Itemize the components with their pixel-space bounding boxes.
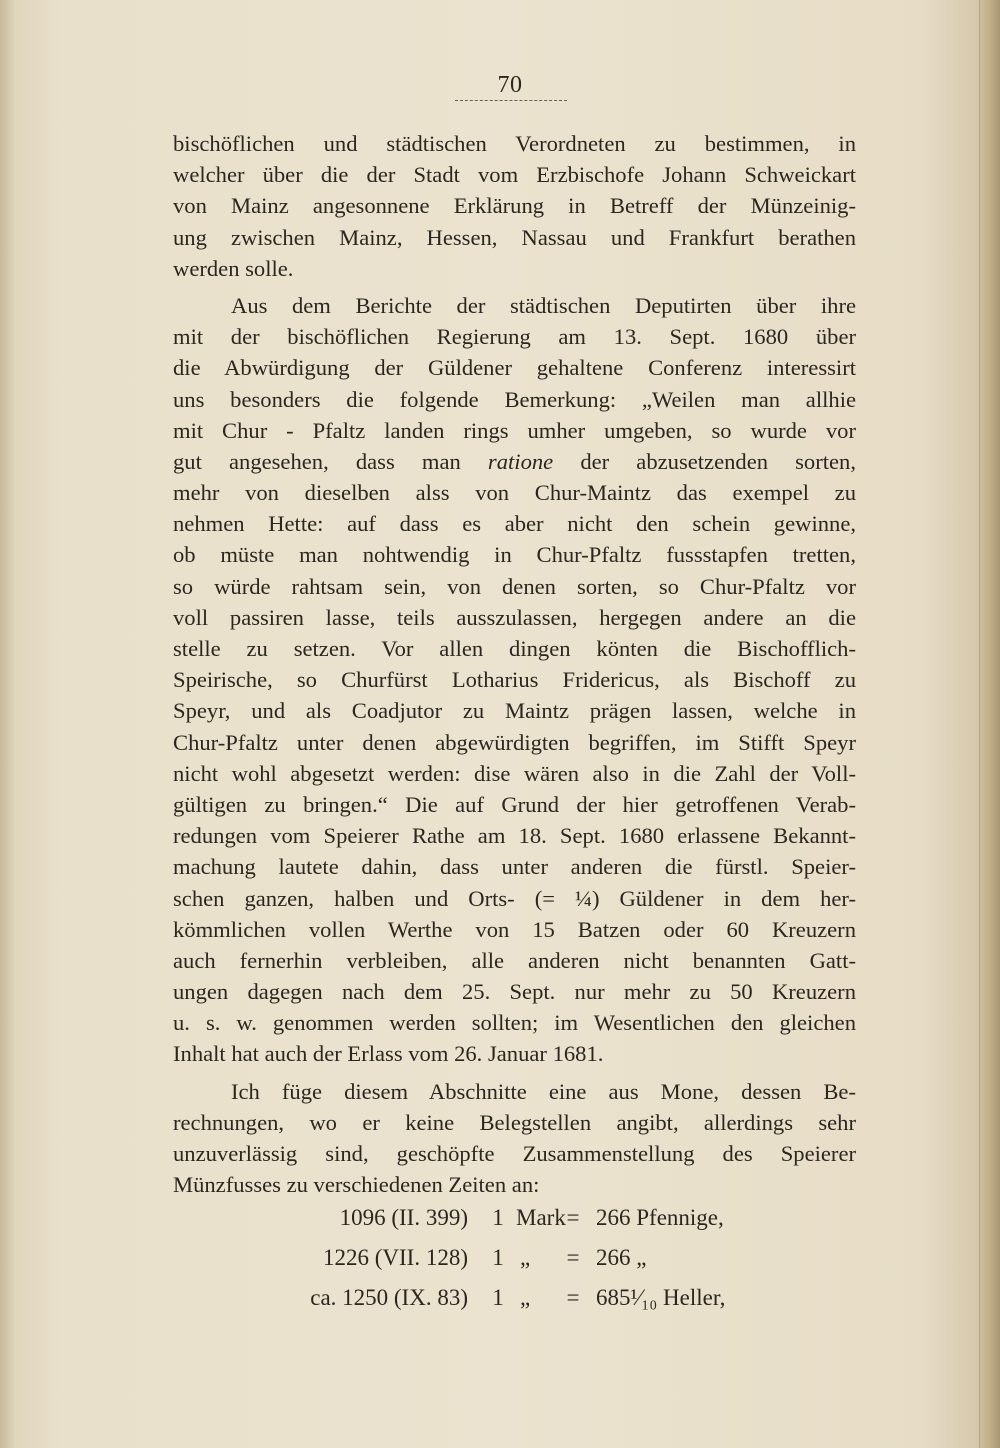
page-outer-edge	[979, 0, 1000, 1448]
table-cell-year: ca. 1250 (IX. 83)	[310, 1285, 468, 1310]
text-line: gut angesehen, dass man ratione der abzusetzenden sorten,	[173, 448, 857, 474]
table-cell-year: 1226 (VII. 128)	[323, 1245, 468, 1270]
text-line: gültigen zu bringen.“ Die auf Grund der hier getroffenen Verab-	[173, 791, 856, 817]
table-cell-unit: Mark	[516, 1205, 566, 1230]
page-binding-edge	[0, 0, 14, 1448]
table-row	[258, 1238, 778, 1278]
text-line: redungen vom Speierer Rathe am 18. Sept. 1680 erlassene Bekannt-	[173, 823, 856, 849]
table-cell-value: 685¹⁄₁₀ Heller,	[596, 1285, 726, 1310]
text-line: voll passiren lasse, teils ausszulassen, hergegen andere an die	[173, 604, 856, 630]
text-line: Speyr, und als Coadjutor zu Maintz prägen lassen, welche in	[173, 698, 856, 724]
text-line: Inhalt hat auch der Erlass vom 26. Januar 1681.	[173, 1041, 604, 1067]
text-line: mit der bischöflichen Regierung am 13. Sept. 1680 über	[173, 324, 856, 350]
text-line: machung lautete dahin, dass unter anderen die fürstl. Speier-	[173, 854, 856, 880]
table-cell-value: 266 Pfennige,	[596, 1205, 724, 1230]
text-line: rechnungen, wo er keine Belegstellen angibt, allerdings sehr	[173, 1109, 856, 1135]
text-line: stelle zu setzen. Vor allen dingen könten die Bischofflich-	[173, 636, 856, 661]
page-number: 70	[497, 72, 523, 98]
text-line: auch fernerhin verbleiben, alle anderen nicht benannten Gatt-	[173, 947, 856, 973]
text-line: bischöflichen und städtischen Verordneten zu bestimmen, in	[173, 131, 856, 156]
table-row	[258, 1198, 778, 1238]
text-line: u. s. w. genommen werden sollten; im Wesentlichen den gleichen	[173, 1010, 856, 1036]
text-line: Ich füge diesem Abschnitte eine aus Mone, dessen Be-	[231, 1078, 856, 1104]
table-cell-unit: „	[520, 1285, 531, 1310]
table-cell-qty: 1	[492, 1285, 504, 1310]
text-line: kömmlichen vollen Werthe von 15 Batzen oder 60 Kreuzern	[173, 916, 856, 942]
text-line: werden solle.	[173, 255, 294, 281]
body-text	[173, 128, 856, 1200]
text-line: Speirische, so Churfürst Lotharius Fridericus, als Bischoff zu	[173, 667, 856, 693]
table-cell-eq: =	[566, 1205, 580, 1230]
text-line: von Mainz angesonnene Erklärung in Betreff der Münzeinig-	[173, 193, 856, 219]
table-cell-eq: =	[566, 1285, 580, 1310]
text-line: so würde rahtsam sein, von denen sorten, so Chur-Pfaltz vor	[173, 573, 856, 599]
paragraph	[173, 290, 856, 1070]
table-cell-year: 1096 (II. 399)	[339, 1205, 468, 1230]
text-line: mit Chur - Pfaltz landen rings umher umgeben, so wurde vor	[173, 417, 856, 443]
coinage-table	[258, 1198, 778, 1318]
table-cell-eq: =	[566, 1245, 580, 1270]
text-line: Chur-Pfaltz unter denen abgewürdigten begriffen, im Stifft Speyr	[173, 729, 856, 755]
text-line: nicht wohl abgesetzt werden: dise wären also in die Zahl der Voll-	[173, 760, 856, 786]
text-line: Münzfusses zu verschiedenen Zeiten an:	[173, 1172, 540, 1198]
table-cell-unit: „	[520, 1245, 531, 1270]
text-line: ungen dagegen nach dem 25. Sept. nur mehr zu 50 Kreuzern	[173, 979, 856, 1005]
text-line: nehmen Hette: auf dass es aber nicht den schein gewinne,	[173, 511, 856, 537]
text-line: welcher über die der Stadt vom Erzbischofe Johann Schweickart	[173, 162, 856, 188]
text-line: schen ganzen, halben und Orts- (= ¼) Güldener in dem her-	[173, 885, 856, 911]
text-line: ung zwischen Mainz, Hessen, Nassau und Frankfurt berathen	[173, 224, 856, 250]
text-line: mehr von dieselben alss von Chur-Maintz das exempel zu	[173, 480, 856, 506]
text-line: die Abwürdigung der Güldener gehaltene Conferenz interessirt	[173, 355, 856, 381]
text-line: unzuverlässig sind, geschöpfte Zusammenstellung des Speierer	[173, 1141, 856, 1166]
table-cell-qty: 1	[492, 1205, 504, 1230]
paragraph	[173, 128, 856, 284]
table-row	[258, 1278, 778, 1318]
table-cell-value: 266 „	[596, 1245, 647, 1270]
text-line: ob müste man nohtwendig in Chur-Pfaltz fussstapfen tretten,	[173, 542, 856, 568]
text-line: Aus dem Berichte der städtischen Deputirten über ihre	[231, 292, 856, 318]
page-number-rule	[455, 100, 567, 101]
text-line: uns besonders die folgende Bemerkung: „Weilen man allhie	[173, 386, 856, 412]
table-cell-qty: 1	[492, 1245, 504, 1270]
paragraph	[173, 1076, 856, 1201]
